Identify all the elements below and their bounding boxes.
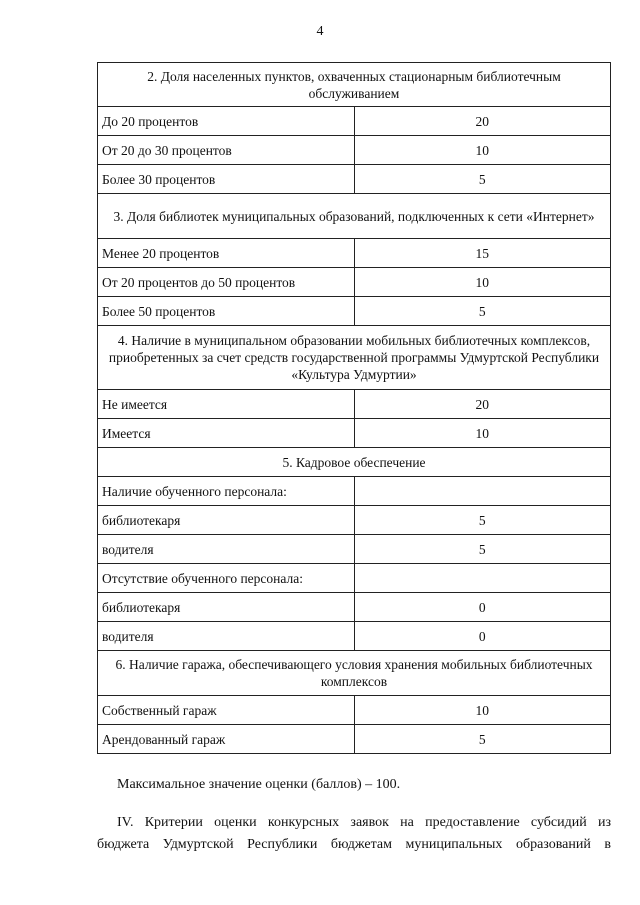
section-header-text: 4. Наличие в муниципальном образовании мобильных библиотечных комплексов, приобретенных за счет средств государственной программы Удмуртской Республики «Культура Удмуртии» bbox=[98, 326, 611, 390]
criterion-label: Наличие обученного персонала: bbox=[98, 477, 355, 506]
table-row bbox=[98, 297, 611, 326]
table-row bbox=[98, 535, 611, 564]
table-row bbox=[98, 593, 611, 622]
table-section-header bbox=[98, 194, 611, 239]
table-row bbox=[98, 477, 611, 506]
section-header-text: 3. Доля библиотек муниципальных образований, подключенных к сети «Интернет» bbox=[98, 194, 611, 239]
criterion-score: 5 bbox=[354, 297, 611, 326]
page-number: 4 bbox=[316, 24, 324, 39]
criterion-score bbox=[354, 477, 611, 506]
table-row bbox=[98, 419, 611, 448]
table-row bbox=[98, 136, 611, 165]
table-section-header bbox=[98, 448, 611, 477]
criterion-label: От 20 до 30 процентов bbox=[98, 136, 355, 165]
section-iv-heading-line-1: IV. Критерии оценки конкурсных заявок на предоставление субсидий из bbox=[117, 815, 611, 830]
criterion-label: Более 50 процентов bbox=[98, 297, 355, 326]
table-section-header bbox=[98, 326, 611, 390]
criterion-score: 10 bbox=[354, 268, 611, 297]
section-header-text: 5. Кадровое обеспечение bbox=[98, 448, 611, 477]
table-section-header bbox=[98, 63, 611, 107]
criterion-label: водителя bbox=[98, 622, 355, 651]
table-row bbox=[98, 506, 611, 535]
criterion-label: Отсутствие обученного персонала: bbox=[98, 564, 355, 593]
section-header-text: 2. Доля населенных пунктов, охваченных стационарным библиотечным обслуживанием bbox=[98, 63, 611, 107]
criteria-table bbox=[97, 62, 611, 754]
criterion-score: 0 bbox=[354, 622, 611, 651]
criterion-score: 15 bbox=[354, 239, 611, 268]
criterion-score: 10 bbox=[354, 136, 611, 165]
section-header-text: 6. Наличие гаража, обеспечивающего условия хранения мобильных библиотечных комплексов bbox=[98, 651, 611, 696]
table-section-header bbox=[98, 651, 611, 696]
criterion-score: 0 bbox=[354, 593, 611, 622]
criterion-score: 20 bbox=[354, 107, 611, 136]
criterion-label: Менее 20 процентов bbox=[98, 239, 355, 268]
criterion-score: 5 bbox=[354, 725, 611, 754]
criterion-label: До 20 процентов bbox=[98, 107, 355, 136]
table-row bbox=[98, 696, 611, 725]
criterion-label: Не имеется bbox=[98, 390, 355, 419]
table-row bbox=[98, 564, 611, 593]
criterion-label: библиотекаря bbox=[98, 593, 355, 622]
table-row bbox=[98, 107, 611, 136]
table-row bbox=[98, 239, 611, 268]
table-row bbox=[98, 390, 611, 419]
criterion-score: 20 bbox=[354, 390, 611, 419]
criterion-label: От 20 процентов до 50 процентов bbox=[98, 268, 355, 297]
table-row bbox=[98, 725, 611, 754]
criterion-label: Имеется bbox=[98, 419, 355, 448]
table-row bbox=[98, 622, 611, 651]
criterion-label: Более 30 процентов bbox=[98, 165, 355, 194]
criterion-score: 5 bbox=[354, 165, 611, 194]
criterion-score: 5 bbox=[354, 506, 611, 535]
section-iv-heading-line-2: бюджета Удмуртской Республики бюджетам муниципальных образований в bbox=[97, 837, 611, 852]
criterion-score: 5 bbox=[354, 535, 611, 564]
criterion-label: Арендованный гараж bbox=[98, 725, 355, 754]
criterion-label: Собственный гараж bbox=[98, 696, 355, 725]
criterion-label: библиотекаря bbox=[98, 506, 355, 535]
criterion-score: 10 bbox=[354, 419, 611, 448]
table-row bbox=[98, 165, 611, 194]
criterion-score bbox=[354, 564, 611, 593]
max-score-text: Максимальное значение оценки (баллов) – 100. bbox=[117, 777, 401, 792]
table-row bbox=[98, 268, 611, 297]
criterion-score: 10 bbox=[354, 696, 611, 725]
criterion-label: водителя bbox=[98, 535, 355, 564]
